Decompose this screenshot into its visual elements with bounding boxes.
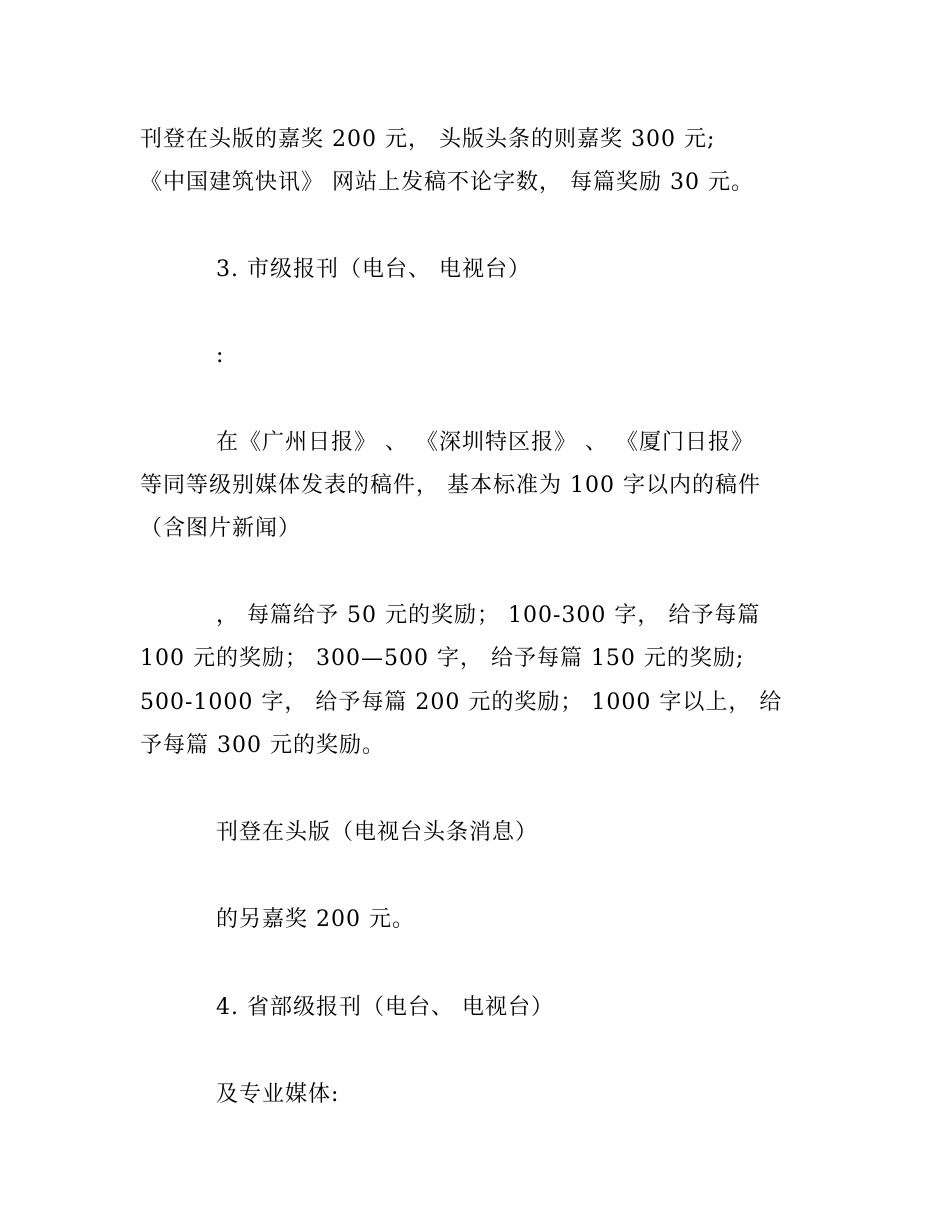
- paragraph-line: 刊登在头版（电视台头条消息）: [216, 820, 539, 845]
- section-heading: 3. 市级报刊（电台、 电视台）: [216, 257, 531, 282]
- paragraph-line: :: [216, 343, 225, 368]
- paragraph-line: （含图片新闻）: [140, 516, 302, 541]
- paragraph-line: 500-1000 字， 给予每篇 200 元的奖励； 1000 字以上， 给: [140, 690, 783, 715]
- paragraph-line: ， 每篇给予 50 元的奖励； 100-300 字， 给予每篇: [216, 603, 761, 628]
- paragraph-line: 在《广州日报》 、 《深圳特区报》 、 《厦门日报》: [216, 430, 754, 455]
- paragraph-line: 刊登在头版的嘉奖 200 元， 头版头条的则嘉奖 300 元;: [140, 127, 716, 152]
- paragraph-line: 100 元的奖励； 300—500 字， 给予每篇 150 元的奖励;: [140, 646, 745, 671]
- paragraph-line: 及专业媒体:: [216, 1082, 340, 1107]
- paragraph-line: 予每篇 300 元的奖励。: [140, 733, 385, 758]
- paragraph-line: 的另嘉奖 200 元。: [216, 907, 415, 932]
- paragraph-line: 等同等级别媒体发表的稿件， 基本标准为 100 字以内的稿件: [140, 473, 761, 498]
- section-heading: 4. 省部级报刊（电台、 电视台）: [216, 995, 554, 1020]
- paragraph-line: 《中国建筑快讯》 网站上发稿不论字数， 每篇奖励 30 元。: [140, 170, 754, 195]
